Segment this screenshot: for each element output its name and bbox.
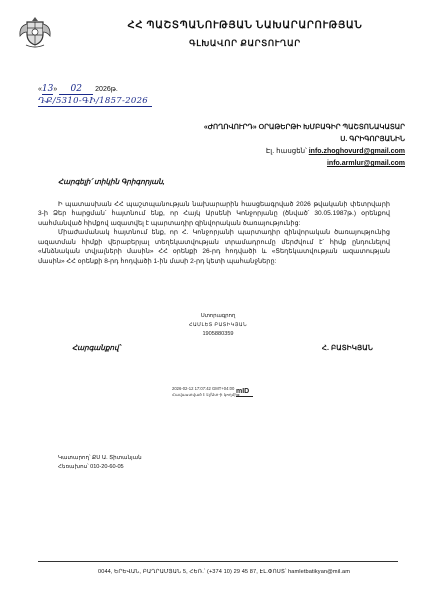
footer-divider <box>38 561 398 562</box>
signature-id: 1905880359 <box>202 331 234 337</box>
stamp-time: 2026-02-12 17:07:42 GMT+04:00 <box>172 386 235 391</box>
greeting: Հարգելի՛ տիկին Գրիգորյան, <box>58 178 165 186</box>
mid-logo-icon: mID <box>236 387 253 399</box>
addressee-name: Ս. ԳՐԻԳՈՐՅԱՆԻՆ <box>340 136 405 143</box>
digital-signature-box <box>170 312 266 339</box>
letter-body <box>38 200 390 266</box>
executor-name: Կատարող՝ ՔՍ Ա. Տիտանյան <box>58 455 142 461</box>
executor-phone: Հեռախոս՝ 010-20-60-05 <box>58 464 124 470</box>
department-title: ԳԼԽԱՎՈՐ ՔԱՐՏՈՒՂԱՐ <box>189 38 301 48</box>
addressee-org: «ԺՈՂՈՎՈՒՐԴ» ՕՐԱԹԵՐԹԻ ԽՄԲԱԳԻՐ ՊԱՇՏՈՆԱԿԱՏԱՐ <box>203 124 405 131</box>
signer-name: Հ. ԲԱՏԻԿՅԱՆ <box>321 343 373 352</box>
executor-block <box>58 454 142 472</box>
date-year: 2026թ. <box>95 86 118 93</box>
registration-number: ԴՔ/5310-ԳԻ/1857-2026 <box>38 96 148 106</box>
addressee-block <box>204 122 405 170</box>
date-line: «13» 02 2026թ. <box>38 84 118 94</box>
signature-name: ՀԱՄԼԵՏ ԲԱՏԻԿՅԱՆ <box>188 322 248 328</box>
date-month: 02 <box>59 84 93 95</box>
closing-respect: Հարգանքով՝ <box>72 344 121 352</box>
email-link-2[interactable]: info.armlur@gmail.com <box>326 160 405 167</box>
stamp-note: Հավաստված է Էլ/Ստ-ի կողմից <box>172 392 240 397</box>
body-paragraph-2: Միաժամանակ հայտնում ենք, որ Հ. Կոնջորյանի պարտադիր զինվորական ծառայությունից ազատման հիմքի վերաբերյալ տեղեկատվության տրամադրումը մերժվում է՝ հիմք ընդունելով «Անձնական տվյալների մասին» ՀՀ օրենքի 26-րդ հոդվածի և «Տեղեկատվության ազատության մասին» ՀՀ օրենքի 8-րդ հոդվածի 1-ին մասի 2-րդ կետի պահանջները: <box>38 229 390 265</box>
ministry-title: ՀՀ ՊԱՇՏՊԱՆՈՒԹՅԱՆ ՆԱԽԱՐԱՐՈՒԹՅԱՆ <box>127 20 363 31</box>
body-paragraph-1: Ի պատասխան ՀՀ պաշտպանության նախարարին հասցեագրված 2026 թվականի փետրվարի 3-ի Ձեր հարցման՝ հայտնում ենք, որ Հայկ Արսենի Կոնջորյանը (ծնված՝ 30.05.1987թ.) օրենքով սահմանված հիմքով ազատվել է պարտադիր զինվորական ծառայությունից: <box>38 201 390 227</box>
footer-address: 0044, ԵՐԵՎԱՆ, ԲԱՂՐԱՄՅԱՆ 5, ՀԵՌ.՝ (+374 10) 29 45 87, ԷԼ.ՓՈՍՏ՝ hamletbatikyan@mil.am <box>98 569 350 575</box>
signature-role: Ստորագրող <box>200 313 236 319</box>
email-label: Էլ. հասցեն՝ <box>265 148 307 155</box>
date-day: 13 <box>41 84 54 94</box>
coat-of-arms-emblem <box>16 14 54 50</box>
signature-stamp <box>172 386 292 398</box>
email-link-1[interactable]: info.zhoghovurd@gmail.com <box>308 148 405 155</box>
